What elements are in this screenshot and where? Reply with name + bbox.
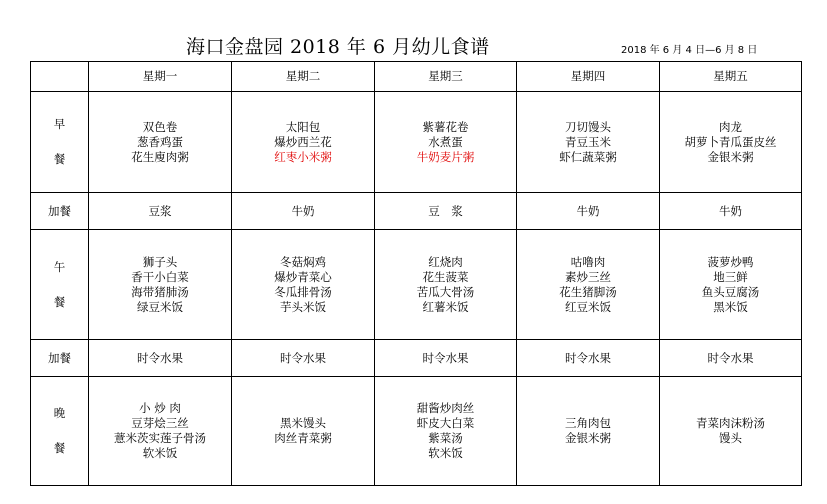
dish-item: 时令水果 xyxy=(422,350,469,365)
dish-item: 时令水果 xyxy=(280,350,326,365)
dish-item: 牛奶 xyxy=(576,203,600,218)
dish-item: 馒头 xyxy=(719,431,742,445)
dish-item: 虾皮大白菜 xyxy=(416,416,475,430)
dish-item: 豆 浆 xyxy=(428,203,463,218)
dish-item: 菠萝炒鸭 xyxy=(707,254,754,269)
dish-item: 金银米粥 xyxy=(565,431,611,445)
meal-label-text: 晚 xyxy=(53,406,66,420)
meal-label-text: 加餐 xyxy=(48,350,71,365)
meal-label-text: 餐 xyxy=(53,441,66,455)
meal-row xyxy=(31,92,802,193)
menu-cell xyxy=(375,193,517,230)
dish-item: 花生菠菜 xyxy=(422,269,469,284)
label-gap xyxy=(31,275,88,295)
dish-item: 红薯米饭 xyxy=(422,299,469,314)
dish-item: 薏米茨实莲子骨汤 xyxy=(114,431,206,445)
menu-cell xyxy=(660,340,802,377)
meal-label xyxy=(31,92,89,193)
day-header: 星期二 xyxy=(232,62,375,92)
dish-item: 鱼头豆腐汤 xyxy=(701,284,760,299)
dish-item: 紫薯花卷 xyxy=(422,119,469,134)
dish-item: 双色卷 xyxy=(142,119,178,134)
menu-cell xyxy=(232,230,375,340)
dish-item: 冬瓜排骨汤 xyxy=(274,284,332,299)
dish-item: 太阳包 xyxy=(285,119,321,134)
menu-cell xyxy=(89,377,232,486)
dish-item: 牛奶麦片粥 xyxy=(416,149,475,164)
dish-item: 刀切馒头 xyxy=(565,119,611,134)
menu-cell xyxy=(517,340,660,377)
menu-cell xyxy=(89,92,232,193)
dish-item: 豆浆 xyxy=(148,203,172,218)
day-header: 星期一 xyxy=(89,62,232,92)
menu-cell xyxy=(232,377,375,486)
dish-item: 紫菜汤 xyxy=(428,431,463,445)
menu-cell xyxy=(660,193,802,230)
menu-table xyxy=(30,61,802,486)
dish-item: 牛奶 xyxy=(291,203,315,218)
meal-label xyxy=(31,193,89,230)
dish-item: 黑米饭 xyxy=(713,299,748,314)
menu-cell xyxy=(517,92,660,193)
dish-item: 水煮蛋 xyxy=(428,134,463,149)
dish-item: 小 炒 肉 xyxy=(139,401,181,415)
dish-item: 牛奶 xyxy=(719,203,742,218)
dish-item: 爆炒西兰花 xyxy=(274,134,332,149)
meal-label-text: 午 xyxy=(53,259,66,274)
menu-cell xyxy=(517,377,660,486)
dish-item: 爆炒青菜心 xyxy=(274,269,332,284)
dish-item: 红烧肉 xyxy=(428,254,463,269)
dish-item: 时令水果 xyxy=(137,350,183,365)
menu-cell xyxy=(660,377,802,486)
menu-cell xyxy=(89,340,232,377)
dish-item: 软米饭 xyxy=(428,446,463,460)
dish-item: 冬菇焖鸡 xyxy=(280,254,326,269)
corner-cell xyxy=(31,62,89,92)
dish-item: 黑米馒头 xyxy=(280,416,326,430)
dish-item: 豆芽烩三丝 xyxy=(131,416,189,430)
dish-item: 芋头米饭 xyxy=(280,299,326,314)
dish-item: 花生廋肉粥 xyxy=(131,149,189,164)
dish-item: 虾仁蔬菜粥 xyxy=(559,149,617,164)
meal-label xyxy=(31,340,89,377)
dish-item: 时令水果 xyxy=(707,350,754,365)
dish-item: 三角肉包 xyxy=(565,416,611,430)
menu-cell xyxy=(375,340,517,377)
dish-item: 地三鲜 xyxy=(713,269,748,284)
dish-item: 肉龙 xyxy=(719,119,742,134)
dish-item: 时令水果 xyxy=(565,350,611,365)
dish-item: 咕噜肉 xyxy=(570,254,606,269)
menu-cell xyxy=(660,230,802,340)
menu-cell xyxy=(232,92,375,193)
menu-cell xyxy=(517,230,660,340)
day-header: 星期三 xyxy=(375,62,517,92)
meal-label-text: 餐 xyxy=(53,152,66,166)
dish-item: 香干小白菜 xyxy=(131,269,189,284)
dish-item: 甜酱炒肉丝 xyxy=(416,401,475,415)
dish-item: 素炒三丝 xyxy=(565,269,611,284)
meal-label-text: 早 xyxy=(53,117,66,131)
dish-item: 软米饭 xyxy=(142,446,178,460)
page-title: 海口金盘园 2018 年 6 月幼儿食谱 xyxy=(186,36,490,58)
menu-cell xyxy=(89,193,232,230)
meal-label-text: 餐 xyxy=(53,294,66,309)
day-header: 星期四 xyxy=(517,62,660,92)
dish-item: 海带猪肺汤 xyxy=(131,284,189,299)
label-gap xyxy=(31,132,88,152)
menu-cell xyxy=(375,230,517,340)
menu-cell xyxy=(660,92,802,193)
dish-item: 红豆米饭 xyxy=(565,299,611,314)
dish-item: 金银米粥 xyxy=(707,149,754,164)
dish-item: 青菜肉沫粉汤 xyxy=(696,416,765,430)
dish-item: 胡萝卜青瓜蛋皮丝 xyxy=(684,134,777,149)
date-range: 2018 年 6 月 4 日—6 月 8 日 xyxy=(621,45,758,56)
meal-row xyxy=(31,377,802,486)
meal-row xyxy=(31,193,802,230)
dish-item: 绿豆米饭 xyxy=(137,299,183,314)
meal-row xyxy=(31,230,802,340)
dish-item: 肉丝青菜粥 xyxy=(274,431,332,445)
meal-label-text: 加餐 xyxy=(48,203,71,218)
day-header: 星期五 xyxy=(660,62,802,92)
meal-row xyxy=(31,340,802,377)
menu-cell xyxy=(232,340,375,377)
dish-item: 青豆玉米 xyxy=(565,134,611,149)
dish-item: 葱香鸡蛋 xyxy=(137,134,183,149)
label-gap xyxy=(31,421,88,441)
header-row xyxy=(31,62,802,92)
dish-item: 狮子头 xyxy=(142,254,178,269)
menu-cell xyxy=(375,92,517,193)
menu-cell xyxy=(375,377,517,486)
meal-label xyxy=(31,230,89,340)
meal-label xyxy=(31,377,89,486)
dish-item: 苦瓜大骨汤 xyxy=(416,284,475,299)
dish-item: 红枣小米粥 xyxy=(274,149,332,164)
menu-cell xyxy=(517,193,660,230)
menu-cell xyxy=(89,230,232,340)
menu-cell xyxy=(232,193,375,230)
dish-item: 花生猪脚汤 xyxy=(559,284,617,299)
